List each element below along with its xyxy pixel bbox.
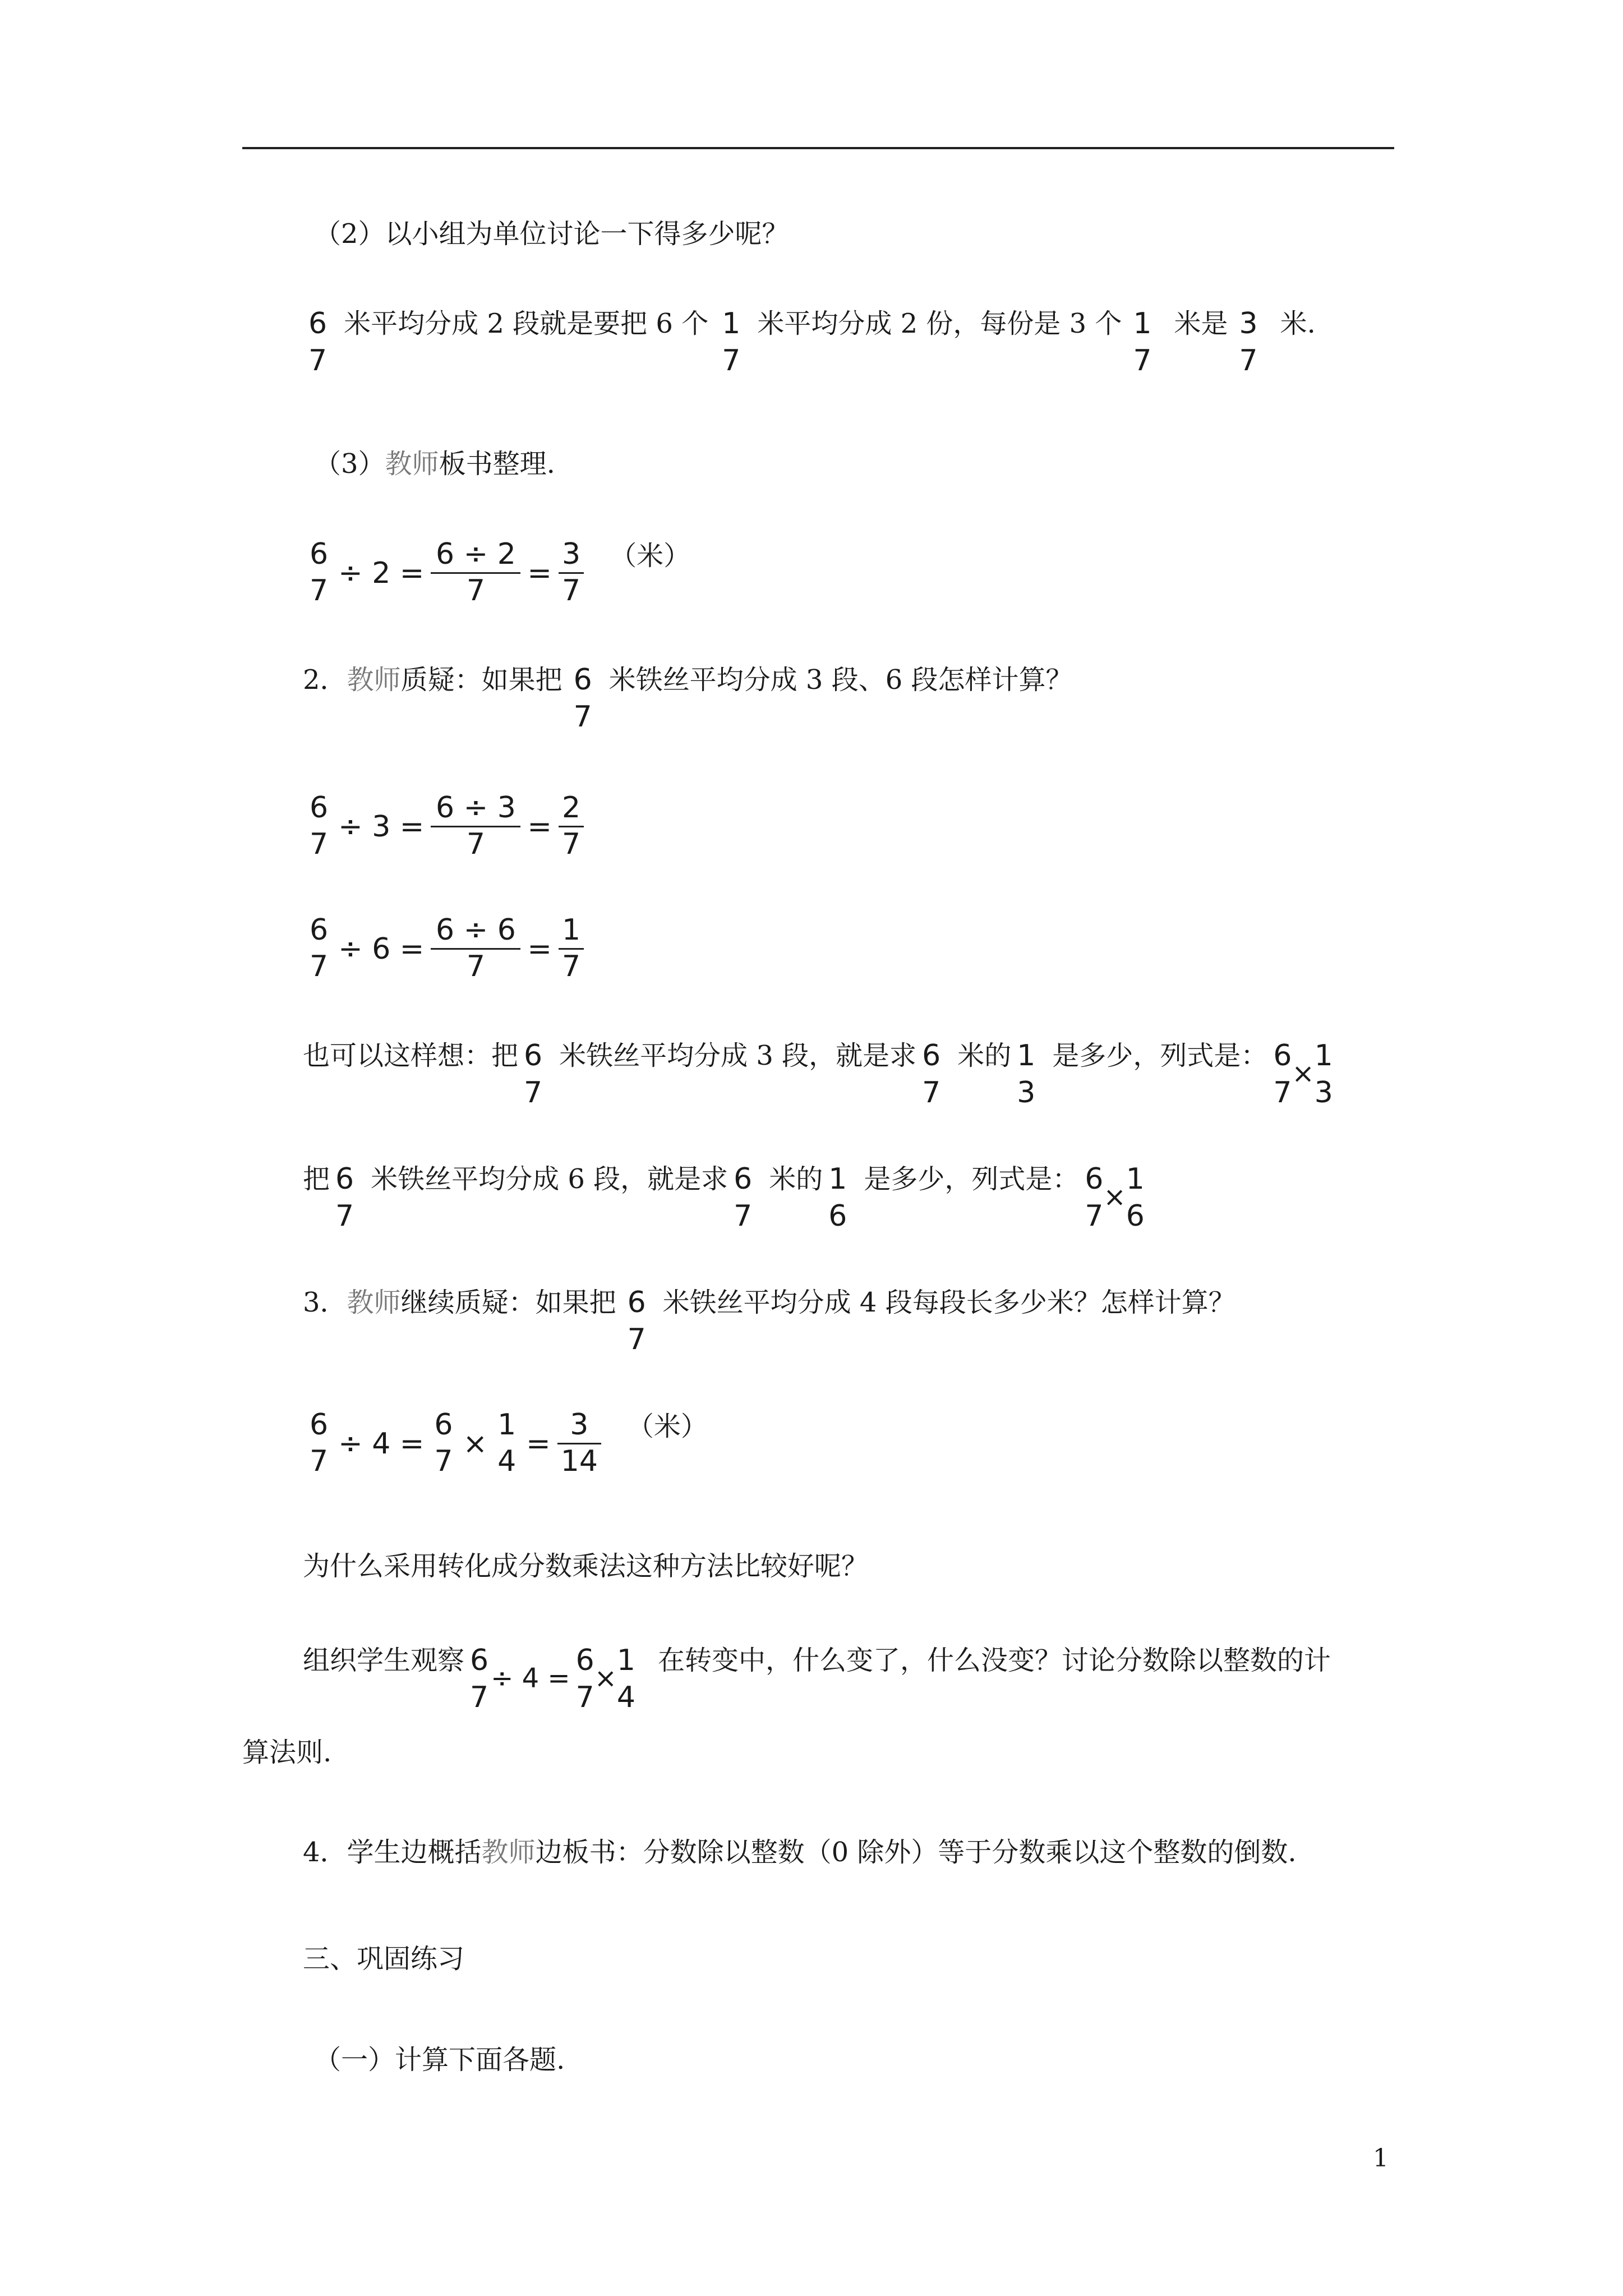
fraction: 6 7	[434, 1408, 453, 1478]
text: 三、巩固练习	[303, 1943, 465, 1975]
text: 是多少，列式是：	[1052, 1040, 1268, 1071]
text: 教师	[385, 448, 439, 480]
times-operator: ×	[1103, 1181, 1126, 1213]
equation-4	[303, 1408, 708, 1479]
fraction: 3 14	[557, 1408, 601, 1479]
observation-prompt-continued	[242, 1734, 331, 1770]
fraction: 6 7	[335, 1162, 354, 1233]
fraction: 3 7	[1239, 307, 1258, 378]
text: （3）	[314, 448, 385, 480]
operator: ÷ 6 =	[338, 932, 425, 966]
text: 板书整理.	[439, 448, 555, 480]
text: 米平均分成 2 段就是要把 6 个	[344, 308, 709, 339]
alternative-thought-1	[303, 1038, 1339, 1112]
fraction: 6 ÷ 6 7	[431, 913, 520, 984]
equation-2	[303, 791, 587, 862]
fraction: 1 7	[1133, 307, 1152, 378]
operator: =	[527, 556, 552, 590]
text: 也可以这样想：把	[303, 1040, 519, 1071]
paragraph-3	[314, 446, 555, 482]
fraction: 6 7	[575, 1644, 594, 1714]
paragraph-2-text: （2）以小组为单位讨论一下得多少呢？	[314, 218, 789, 250]
unit-label: （米）	[610, 540, 691, 572]
alternative-thought-2	[303, 1161, 1150, 1235]
paragraph-2	[314, 216, 789, 252]
text: 米的	[769, 1163, 823, 1195]
fraction: 6 7	[734, 1162, 753, 1233]
fraction: 6 ÷ 2 7	[431, 537, 520, 609]
fraction: 3 7	[559, 537, 584, 609]
text: 2．	[303, 664, 347, 696]
fraction: 6 7	[1085, 1162, 1104, 1233]
unit-label: （米）	[626, 1411, 708, 1442]
fraction: 1 7	[559, 913, 584, 984]
question-2	[303, 662, 1073, 736]
fraction: 1 7	[722, 307, 741, 378]
text: 把	[303, 1163, 330, 1195]
text: 米的	[957, 1040, 1012, 1071]
why-question	[303, 1548, 868, 1584]
fraction: 1 4	[616, 1644, 636, 1714]
text: （一）计算下面各题.	[314, 2044, 565, 2076]
fraction: 6 7	[470, 1644, 489, 1714]
text: 米铁丝平均分成 3 段，就是求	[559, 1040, 917, 1071]
operator: =	[527, 809, 552, 844]
question-3	[303, 1285, 1235, 1359]
text: 算法则.	[242, 1737, 332, 1768]
fraction: 6 7	[573, 663, 592, 734]
fraction: 1 4	[497, 1408, 517, 1478]
operator: ÷ 4 =	[338, 1427, 425, 1461]
section-heading	[303, 1941, 464, 1977]
text: 组织学生观察	[303, 1645, 465, 1676]
operator: ÷ 4 =	[491, 1663, 570, 1694]
text: 继续质疑：如果把	[400, 1287, 616, 1318]
fraction: 6 7	[627, 1286, 646, 1356]
operator: =	[527, 932, 552, 966]
text: 4．学生边概括	[303, 1837, 482, 1868]
fraction: 6 7	[922, 1039, 941, 1110]
subsection-heading	[314, 2042, 565, 2078]
header-rule	[242, 147, 1394, 149]
text: 边板书：分数除以整数（0 除外）等于分数乘以这个整数的倒数.	[535, 1837, 1297, 1868]
fraction: 2 7	[559, 791, 584, 862]
fraction: 6 7	[308, 307, 328, 378]
times-operator: ×	[1292, 1058, 1315, 1089]
text: 3．	[303, 1287, 347, 1318]
fraction: 6 7	[310, 537, 329, 608]
operator: ÷ 3 =	[338, 809, 425, 844]
fraction: 1 6	[828, 1162, 847, 1233]
operator: ÷ 2 =	[338, 556, 425, 590]
fraction: 6 7	[310, 791, 329, 861]
text: 米铁丝平均分成 4 段每段长多少米？怎样计算？	[662, 1287, 1235, 1318]
text: 米铁丝平均分成 6 段，就是求	[371, 1163, 728, 1195]
fraction: 6 7	[310, 913, 329, 983]
point-4	[303, 1834, 1297, 1870]
operator: =	[526, 1427, 551, 1461]
fraction: 6 7	[524, 1039, 543, 1110]
text: 教师	[347, 1287, 401, 1318]
text: 教师	[347, 664, 401, 696]
text: 是多少，列式是：	[864, 1163, 1080, 1195]
text: 米是	[1174, 308, 1228, 339]
observation-prompt	[303, 1642, 1331, 1717]
page-number: 1	[1373, 2144, 1389, 2173]
fraction: 1 3	[1017, 1039, 1036, 1110]
text: 质疑：如果把	[400, 664, 562, 696]
fraction: 1 3	[1314, 1039, 1333, 1110]
times-operator: ×	[594, 1663, 617, 1694]
equation-1	[303, 537, 690, 609]
text: 米.	[1280, 308, 1316, 339]
fraction: 6 7	[310, 1408, 329, 1478]
fraction: 6 7	[1273, 1039, 1292, 1110]
fraction: 6 ÷ 3 7	[431, 791, 520, 862]
text: 米铁丝平均分成 3 段、6 段怎样计算？	[608, 664, 1073, 696]
times-operator: ×	[463, 1427, 488, 1461]
equation-3	[303, 913, 587, 984]
paragraph-2-explanation	[303, 306, 1316, 380]
text: 在转变中，什么变了，什么没变？讨论分数除以整数的计	[658, 1645, 1331, 1676]
text: 教师	[481, 1837, 536, 1868]
fraction: 1 6	[1126, 1162, 1145, 1233]
text: 米平均分成 2 份，每份是 3 个	[757, 308, 1122, 339]
text: 为什么采用转化成分数乘法这种方法比较好呢？	[303, 1550, 869, 1582]
